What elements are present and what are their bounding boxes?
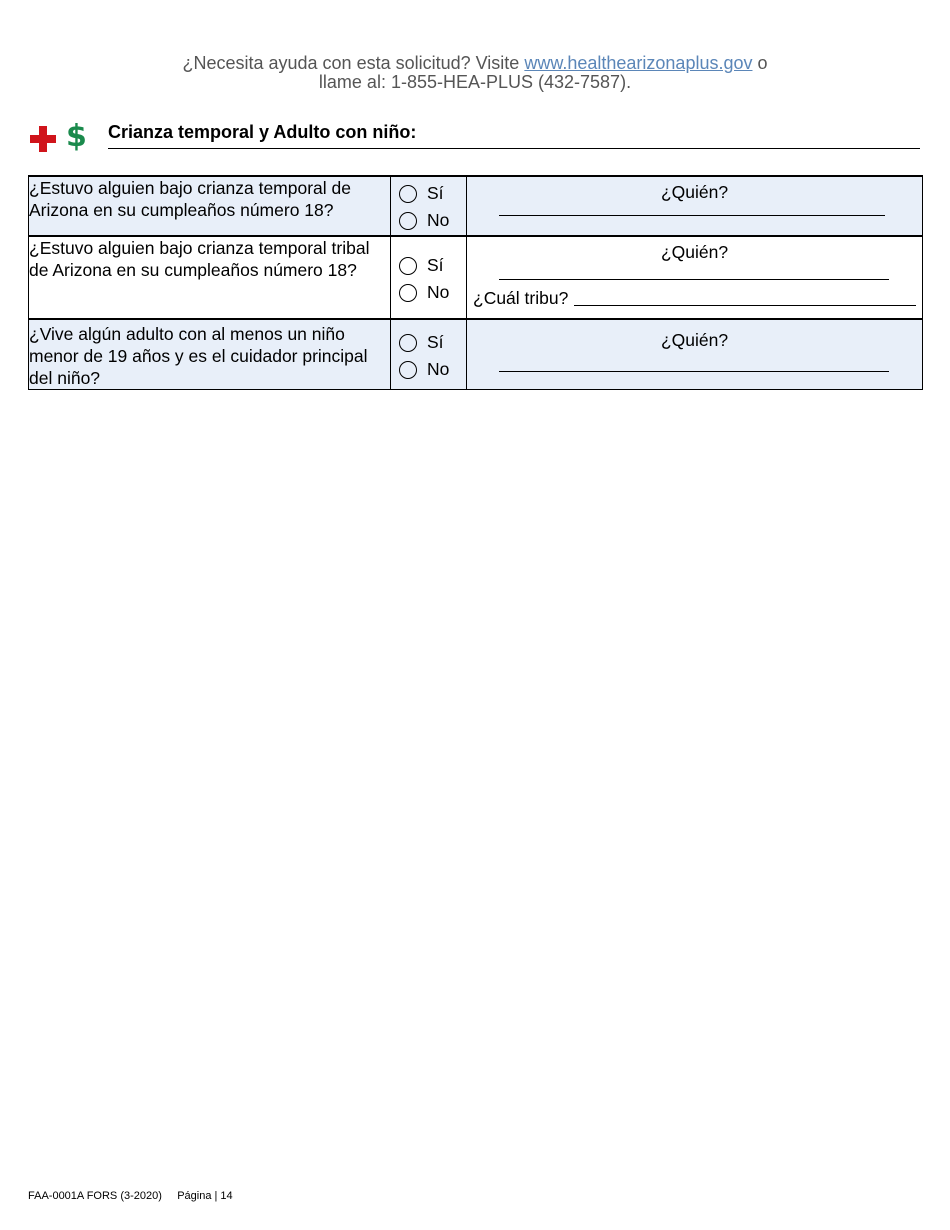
help-text bbox=[0, 54, 950, 92]
answer-options bbox=[391, 176, 467, 236]
who-input[interactable] bbox=[499, 351, 889, 372]
tribe-row bbox=[467, 288, 922, 309]
radio-no[interactable] bbox=[399, 284, 417, 302]
tribe-input[interactable] bbox=[574, 305, 916, 306]
option-yes-label: Sí bbox=[427, 255, 444, 275]
who-cell bbox=[467, 236, 923, 319]
option-no-label: No bbox=[427, 282, 450, 302]
option-no[interactable] bbox=[391, 356, 466, 383]
answer-options bbox=[391, 236, 467, 319]
option-no-label: No bbox=[427, 359, 450, 379]
option-yes-label: Sí bbox=[427, 183, 444, 203]
help-phone: llame al: 1-855-HEA-PLUS (432-7587). bbox=[318, 72, 632, 92]
radio-yes[interactable] bbox=[399, 257, 417, 275]
who-label: ¿Quién? bbox=[660, 242, 729, 262]
red-cross-icon bbox=[30, 126, 56, 152]
section-title: Crianza temporal y Adulto con niño: bbox=[108, 122, 920, 149]
who-label: ¿Quién? bbox=[660, 330, 729, 350]
radio-yes[interactable] bbox=[399, 334, 417, 352]
option-yes[interactable] bbox=[391, 252, 466, 279]
radio-no[interactable] bbox=[399, 212, 417, 230]
help-link[interactable]: www.healthearizonaplus.gov bbox=[524, 53, 753, 73]
option-no[interactable] bbox=[391, 207, 466, 234]
who-input[interactable] bbox=[499, 263, 889, 280]
help-prefix: ¿Necesita ayuda con esta solicitud? Visite bbox=[182, 53, 520, 73]
who-input[interactable] bbox=[499, 203, 885, 216]
page-number: Página | 14 bbox=[177, 1190, 233, 1202]
form-number: FAA-0001A FORS (3-2020) bbox=[28, 1190, 162, 1202]
option-no-label: No bbox=[427, 210, 450, 230]
page-footer bbox=[28, 1190, 233, 1202]
help-suffix: o bbox=[757, 53, 768, 73]
radio-yes[interactable] bbox=[399, 185, 417, 203]
who-cell bbox=[467, 176, 923, 236]
table-row bbox=[29, 176, 923, 236]
table-row bbox=[29, 319, 923, 390]
question-text: ¿Estuvo alguien bajo crianza temporal de Arizona en su cumpleaños número 18? bbox=[29, 176, 391, 236]
questions-table bbox=[28, 175, 923, 390]
option-yes-label: Sí bbox=[427, 332, 444, 352]
table-row bbox=[29, 236, 923, 319]
option-yes[interactable] bbox=[391, 329, 466, 356]
tribe-label: ¿Cuál tribu? bbox=[473, 288, 569, 308]
question-text: ¿Vive algún adulto con al menos un niño menor de 19 años y es el cuidador principal del niño? bbox=[29, 319, 391, 390]
option-yes[interactable] bbox=[391, 180, 466, 207]
radio-no[interactable] bbox=[399, 361, 417, 379]
answer-options bbox=[391, 319, 467, 390]
dollar-icon: $ bbox=[66, 119, 87, 154]
question-text: ¿Estuvo alguien bajo crianza temporal tribal de Arizona en su cumpleaños número 18? bbox=[29, 236, 391, 319]
who-label: ¿Quién? bbox=[660, 182, 729, 202]
option-no[interactable] bbox=[391, 279, 466, 306]
who-cell bbox=[467, 319, 923, 390]
